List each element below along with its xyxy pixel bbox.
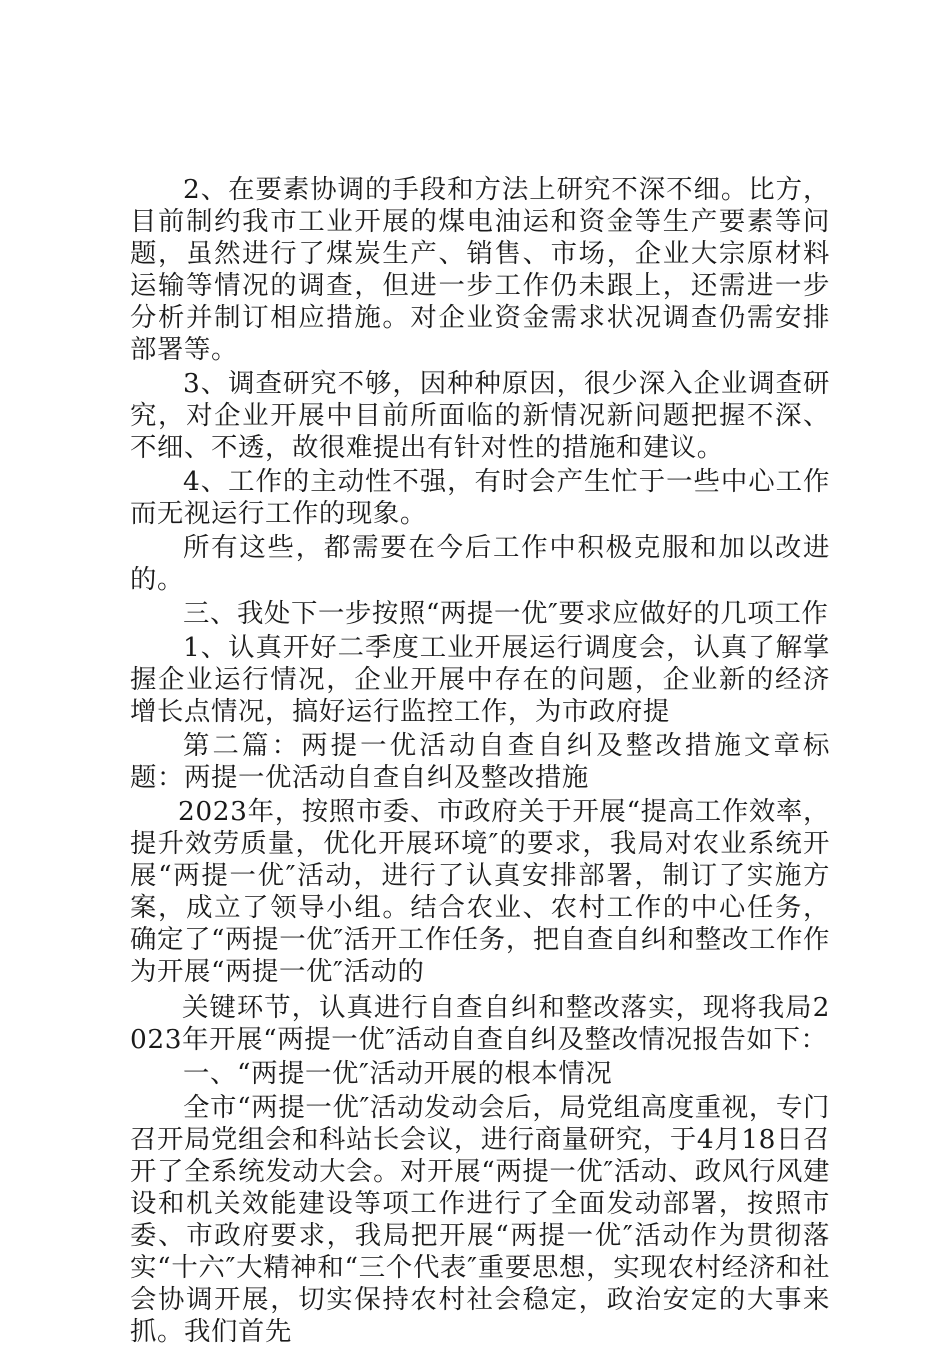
section-heading-three: 三、我处下一步按照“两提一优″要求应做好的几项工作: [183, 598, 829, 629]
paragraph-item-4: 4、工作的主动性不强，有时会产生忙于一些中心工作而无视运行工作的现象。: [130, 466, 830, 529]
paragraph-summary: 所有这些，都需要在今后工作中积极克服和加以改进的。: [130, 532, 830, 595]
paragraph-item-3: 3、调查研究不够，因种种原因，很少深入企业调查研究，对企业开展中目前所面临的新情况新问题把握不深、不细、不透，故很难提出有针对性的措施和建议。: [130, 368, 830, 463]
section-heading-one: 一、“两提一优″活动开展的根本情况: [183, 1058, 613, 1089]
paragraph-item-2: 2、在要素协调的手段和方法上研究不深不细。比方，目前制约我市工业开展的煤电油运和资金等生产要素等问题，虽然进行了煤炭生产、销售、市场，企业大宗原材料运输等情况的调查，但进一步工作仍未跟上，还需进一步分析并制订相应措施。对企业资金需求状况调查仍需安排部署等。: [130, 174, 830, 365]
paragraph-intro: 2023年，按照市委、市政府关于开展“提高工作效率，提升效劳质量，优化开展环境″的要求，我局对农业系统开展“两提一优″活动，进行了认真安排部署，制订了实施方案，成立了领导小组。结合农业、农村工作的中心任务，确定了“两提一优″活开工作任务，把自查自纠和整改工作作为开展“两提一优″活动的: [130, 796, 830, 987]
paragraph-key-link: 关键环节，认真进行自查自纠和整改落实，现将我局2023年开展“两提一优″活动自查自纠及整改情况报告如下：: [130, 992, 830, 1055]
paragraph-item-1: 1、认真开好二季度工业开展运行调度会，认真了解掌握企业运行情况，企业开展中存在的问题，企业新的经济增长点情况，搞好运行监控工作，为市政府提: [130, 632, 830, 727]
paragraph-mobilization: 全市“两提一优″活动发动会后，局党组高度重视，专门召开局党组会和科站长会议，进行商量研究，于4月18日召开了全系统发动大会。对开展“两提一优″活动、政风行风建设和机关效能建设等项工作进行了全面发动部署，按照市委、市政府要求，我局把开展“两提一优″活动作为贯彻落实“十六″大精神和“三个代表″重要思想，实现农村经济和社会协调开展，切实保持农村社会稳定，政治安定的大事来抓。我们首先: [130, 1092, 830, 1347]
article-title: 第二篇：两提一优活动自查自纠及整改措施文章标题：两提一优活动自查自纠及整改措施: [130, 730, 830, 793]
document-body: [130, 174, 830, 1348]
